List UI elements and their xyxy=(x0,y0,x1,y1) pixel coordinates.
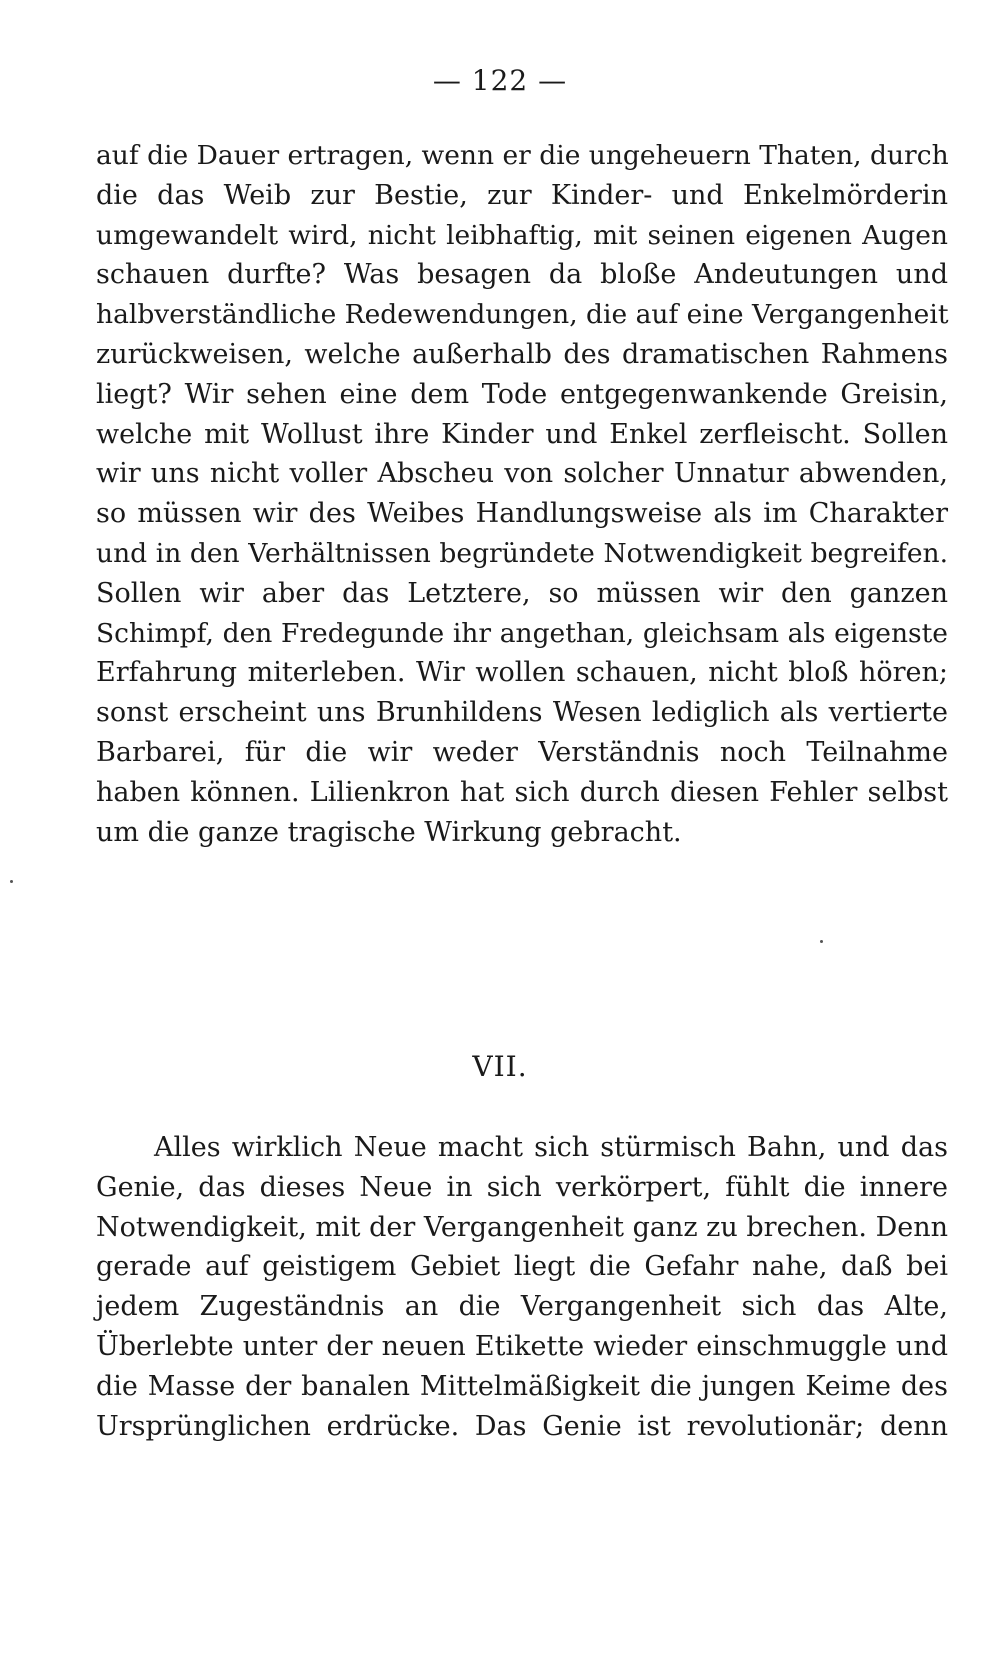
paragraph xyxy=(96,1128,948,1446)
text-line: Genie, das dieses Neue in sich verkörpert, fühlt die innere xyxy=(96,1171,948,1203)
scan-speck xyxy=(820,940,823,943)
text-line: Sollen wir aber das Letztere, so müssen wir den ganzen xyxy=(96,577,948,609)
text-line: Überlebte unter der neuen Etikette wieder einschmuggle und xyxy=(96,1330,948,1362)
paragraph-continued xyxy=(96,136,948,852)
text-line: die das Weib zur Bestie, zur Kinder- und Enkelmörderin xyxy=(96,179,948,211)
text-line: Alles wirklich Neue macht sich stürmisch Bahn, und das xyxy=(154,1132,948,1163)
text-line: Notwendigkeit, mit der Vergangenheit ganz zu brechen. Denn xyxy=(96,1211,948,1243)
section-heading: VII. xyxy=(472,1050,528,1083)
text-line: Erfahrung miterleben. Wir wollen schauen, nicht bloß hören; xyxy=(96,657,948,689)
text-line: und in den Verhältnissen begründete Notwendigkeit begreifen. xyxy=(96,537,948,569)
text-line: die Masse der banalen Mittelmäßigkeit die jungen Keime des xyxy=(96,1370,948,1402)
scan-speck xyxy=(10,880,13,883)
text-line: schauen durfte? Was besagen da bloße Andeutungen und xyxy=(96,259,948,291)
text-line: liegt? Wir sehen eine dem Tode entgegenwankende Greisin, xyxy=(96,378,948,410)
text-line: um die ganze tragische Wirkung gebracht. xyxy=(96,816,682,848)
text-line: Barbarei, für die wir weder Verständnis noch Teilnahme xyxy=(96,736,948,768)
text-line: sonst erscheint uns Brunhildens Wesen lediglich als vertierte xyxy=(96,697,948,729)
text-line: auf die Dauer ertragen, wenn er die ungeheuern Thaten, durch xyxy=(96,140,949,171)
text-line: halbverständliche Redewendungen, die auf eine Vergangenheit xyxy=(96,299,949,331)
text-line: Schimpf, den Fredegunde ihr angethan, gleichsam als eigenste xyxy=(96,617,948,649)
text-line: gerade auf geistigem Gebiet liegt die Gefahr nahe, daß bei xyxy=(96,1251,948,1283)
page-number: — 122 — xyxy=(432,64,568,97)
text-line: wir uns nicht voller Abscheu von solcher Unnatur abwenden, xyxy=(96,458,948,490)
text-line: welche mit Wollust ihre Kinder und Enkel zerfleischt. Sollen xyxy=(96,418,948,450)
text-line: jedem Zugeständnis an die Vergangenheit sich das Alte, xyxy=(96,1291,948,1323)
text-line: umgewandelt wird, nicht leibhaftig, mit seinen eigenen Augen xyxy=(96,219,948,251)
text-line: Ursprünglichen erdrücke. Das Genie ist revolutionär; denn xyxy=(96,1410,948,1442)
text-line: haben können. Lilienkron hat sich durch diesen Fehler selbst xyxy=(96,776,948,808)
text-line: so müssen wir des Weibes Handlungsweise als im Charakter xyxy=(96,498,948,530)
text-line: zurückweisen, welche außerhalb des dramatischen Rahmens xyxy=(96,338,948,370)
